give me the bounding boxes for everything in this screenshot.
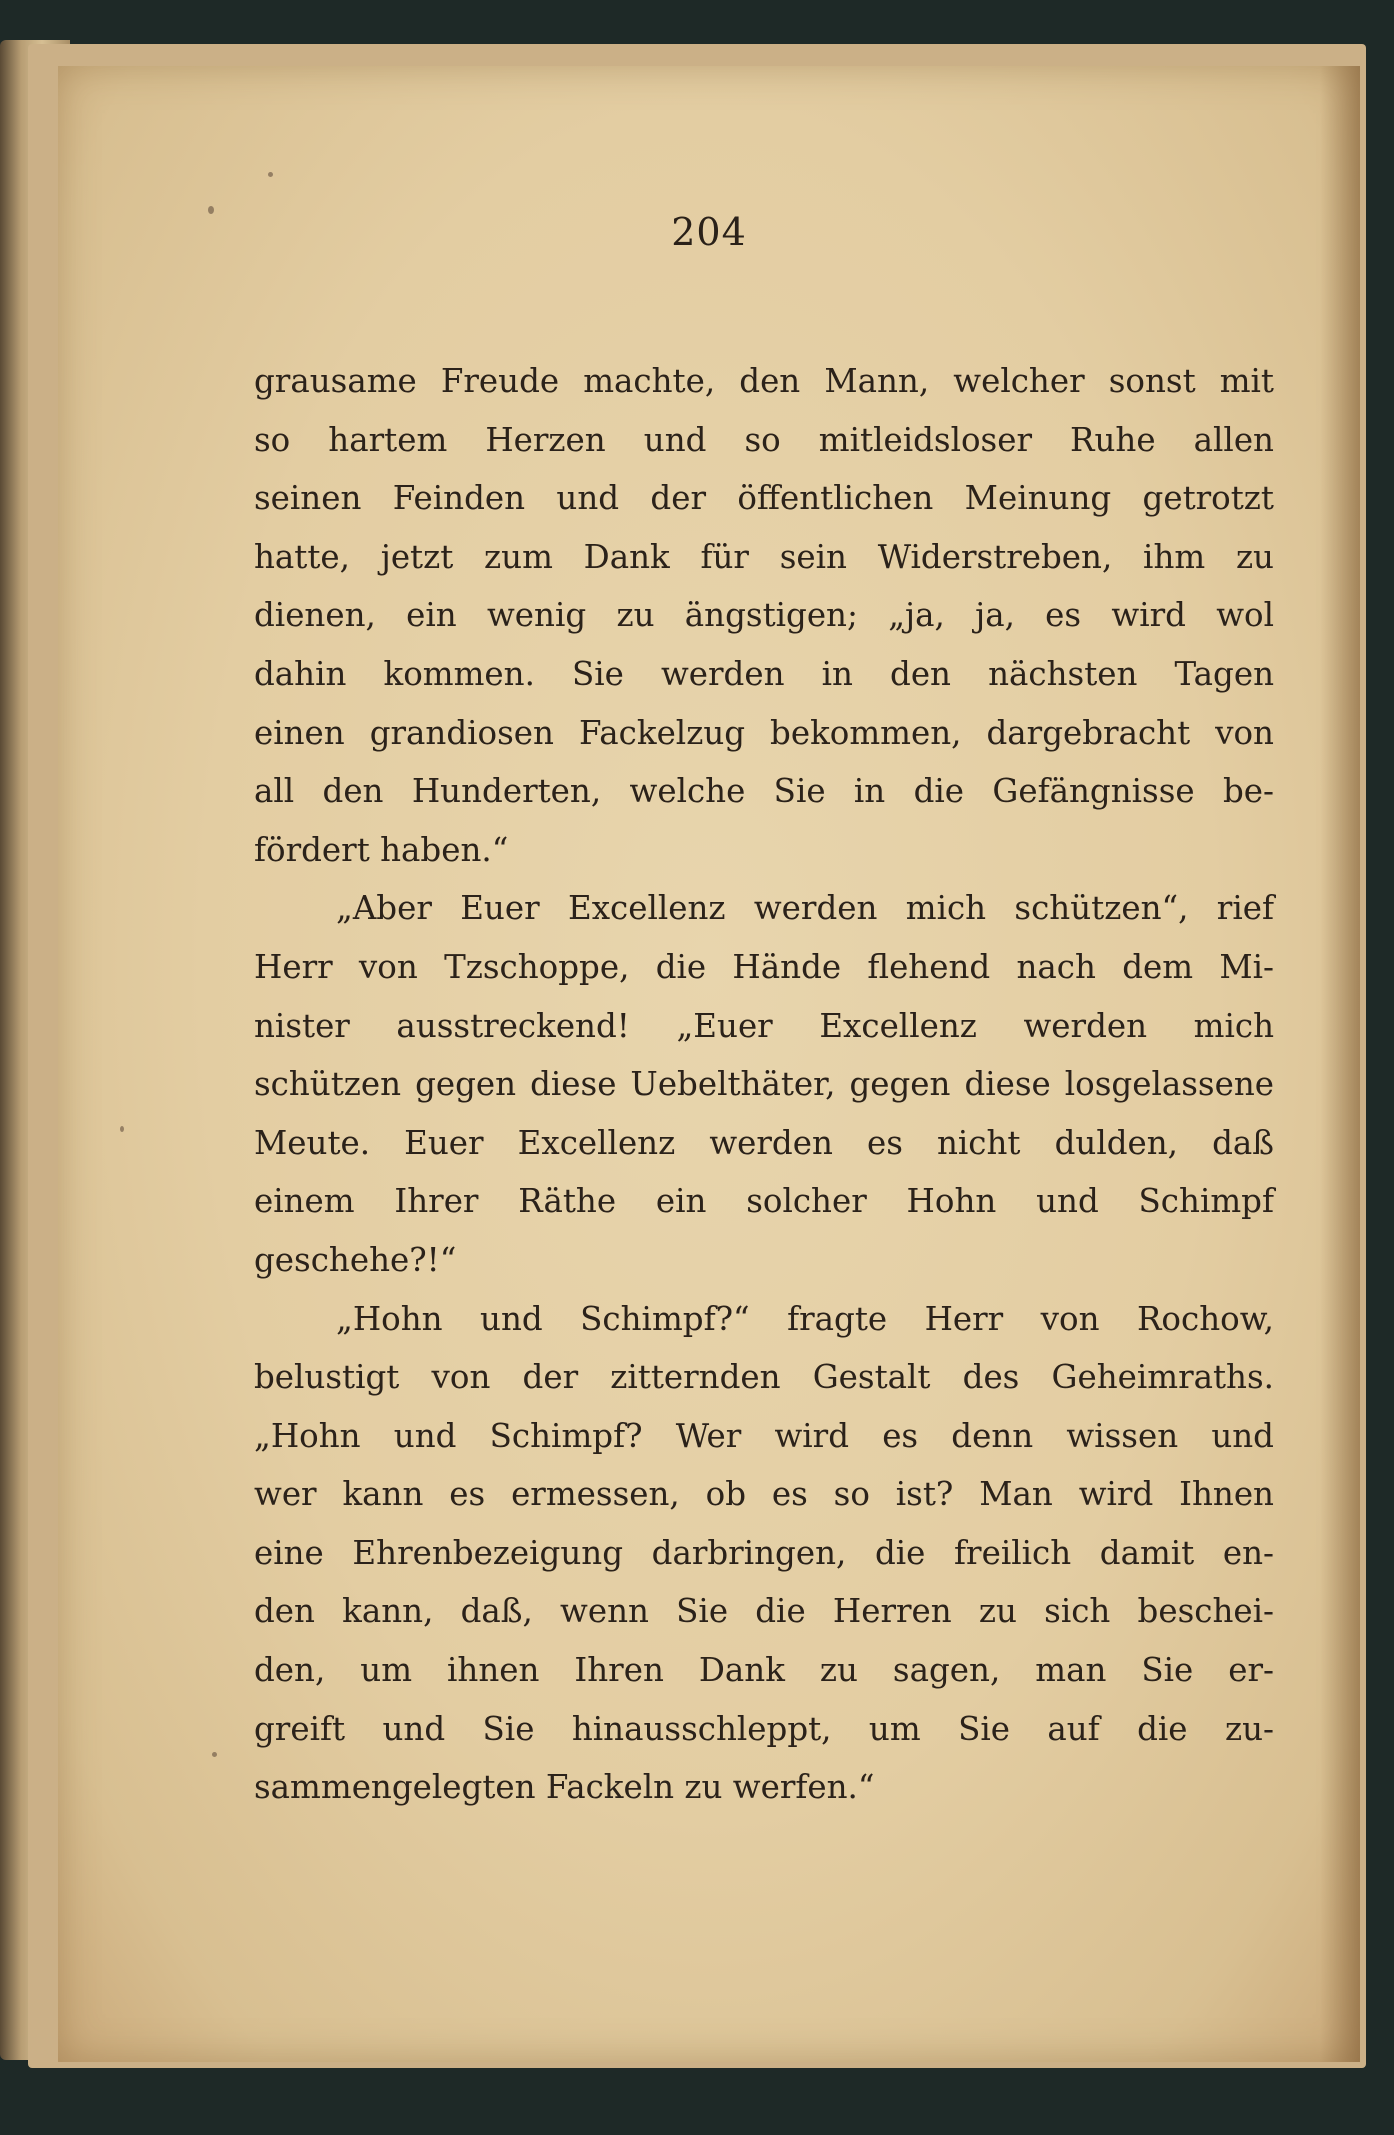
text-line: geschehe?!“ [254,1240,457,1279]
text-line: sammengelegten Fackeln zu werfen.“ [254,1768,875,1807]
page-gutter [1320,66,1360,2062]
text-line: belustigt von der zitternden Gestalt des Geheimraths. [254,1358,1274,1397]
text-line: hatte, jetzt zum Dank für sein Widerstreben, ihm zu [254,537,1274,576]
text-line: einem Ihrer Räthe ein solcher Hohn und Schimpf [254,1182,1274,1221]
text-line: eine Ehrenbezeigung darbringen, die freilich damit en- [254,1533,1274,1572]
text-line: greift und Sie hinausschleppt, um Sie auf die zu- [254,1709,1274,1748]
text-line: all den Hunderten, welche Sie in die Gefängnisse be- [254,772,1274,811]
text-line: den, um ihnen Ihren Dank zu sagen, man Sie er- [254,1651,1274,1690]
text-line: den kann, daß, wenn Sie die Herren zu sich beschei- [254,1592,1274,1631]
text-line: „Aber Euer Excellenz werden mich schützen“, rief [336,889,1274,928]
paper-speck [268,172,273,177]
paper-speck [212,1752,217,1757]
text-line: wer kann es ermessen, ob es so ist? Man wird Ihnen [254,1475,1274,1514]
page-number: 204 [671,210,747,254]
body-text [254,352,1274,1817]
text-line: schützen gegen diese Uebelthäter, gegen diese losgelassene [254,1065,1274,1104]
text-line: Meute. Euer Excellenz werden es nicht dulden, daß [254,1123,1274,1162]
text-line: dienen, ein wenig zu ängstigen; „ja, ja, es wird wol [254,596,1274,635]
text-line: „Hohn und Schimpf? Wer wird es denn wissen und [254,1416,1274,1455]
text-line: nister ausstreckend! „Euer Excellenz werden mich [254,1006,1274,1045]
text-line: dahin kommen. Sie werden in den nächsten Tagen [254,654,1274,693]
paper-speck [120,1126,124,1132]
text-line: so hartem Herzen und so mitleidsloser Ruhe allen [254,420,1274,459]
text-line: seinen Feinden und der öffentlichen Meinung getrotzt [254,479,1274,518]
text-line: fördert haben.“ [254,830,509,869]
text-line: einen grandiosen Fackelzug bekommen, dargebracht von [254,713,1274,752]
text-line: grausame Freude machte, den Mann, welcher sonst mit [254,362,1274,400]
text-line: Herr von Tzschoppe, die Hände flehend nach dem Mi- [254,947,1274,986]
book-page [58,66,1360,2062]
text-line: „Hohn und Schimpf?“ fragte Herr von Rochow, [336,1299,1274,1338]
